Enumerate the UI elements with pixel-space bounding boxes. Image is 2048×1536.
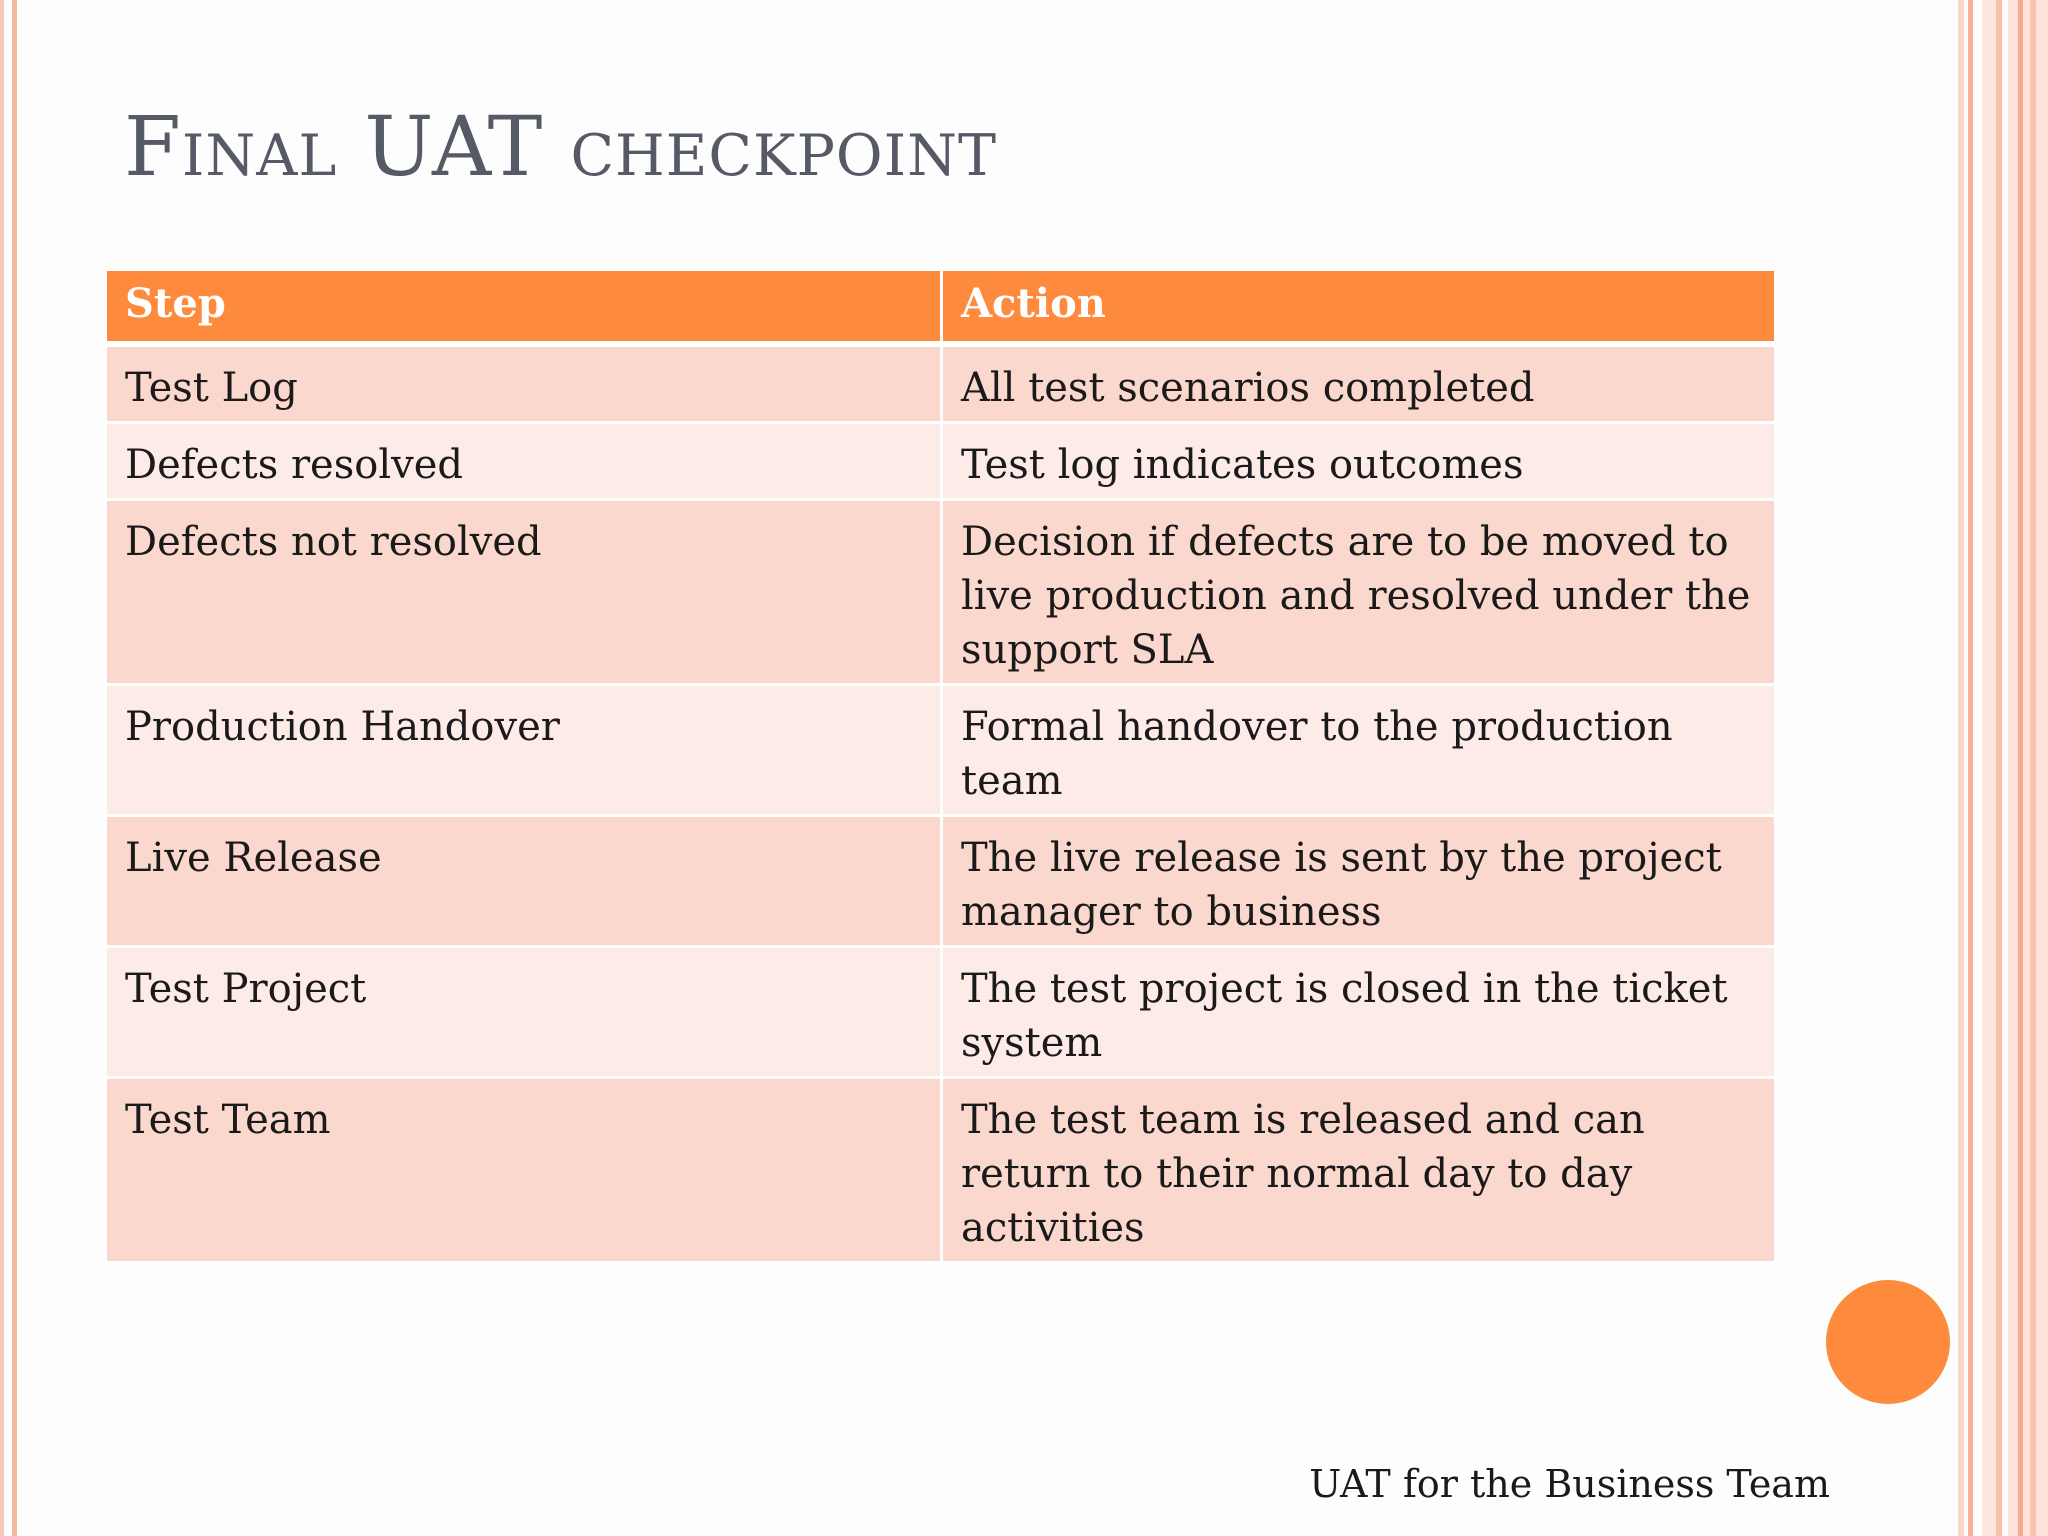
column-header-step: Step <box>106 270 942 344</box>
right-border-stripe <box>1982 0 1996 1536</box>
step-cell: Defects resolved <box>106 422 942 499</box>
table-row <box>106 684 1776 815</box>
left-border-stripe <box>12 0 17 1536</box>
action-cell: Formal handover to the production team <box>942 684 1776 815</box>
table-row <box>106 815 1776 946</box>
step-cell: Live Release <box>106 815 942 946</box>
left-border-decoration <box>0 0 4 1536</box>
right-border-stripe <box>1968 0 1973 1536</box>
right-border-stripe <box>2030 0 2036 1536</box>
table-row <box>106 422 1776 499</box>
action-cell: The test team is released and can return to their normal day to day activities <box>942 1077 1776 1262</box>
orange-circle-decoration <box>1826 1280 1950 1404</box>
action-cell: Test log indicates outcomes <box>942 422 1776 499</box>
table-row <box>106 946 1776 1077</box>
action-cell: The test project is closed in the ticket system <box>942 946 1776 1077</box>
action-cell: The live release is sent by the project manager to business <box>942 815 1776 946</box>
slide-title: Final UAT checkpoint <box>124 100 998 195</box>
step-cell: Test Team <box>106 1077 942 1262</box>
table-row <box>106 344 1776 423</box>
step-cell: Production Handover <box>106 684 942 815</box>
right-border-band <box>2008 0 2048 1536</box>
step-cell: Test Project <box>106 946 942 1077</box>
right-border-stripe <box>2018 0 2023 1536</box>
slide-footer: UAT for the Business Team <box>1309 1462 1830 1506</box>
action-cell: Decision if defects are to be moved to live production and resolved under the support SLA <box>942 499 1776 684</box>
action-cell: All test scenarios completed <box>942 344 1776 423</box>
table-header-row <box>106 270 1776 344</box>
right-border-stripe <box>1958 0 1964 1536</box>
right-border-stripe <box>1996 0 2002 1536</box>
table-row <box>106 1077 1776 1262</box>
step-cell: Test Log <box>106 344 942 423</box>
step-cell: Defects not resolved <box>106 499 942 684</box>
checkpoint-table <box>104 268 1777 1264</box>
column-header-action: Action <box>942 270 1776 344</box>
table-row <box>106 499 1776 684</box>
